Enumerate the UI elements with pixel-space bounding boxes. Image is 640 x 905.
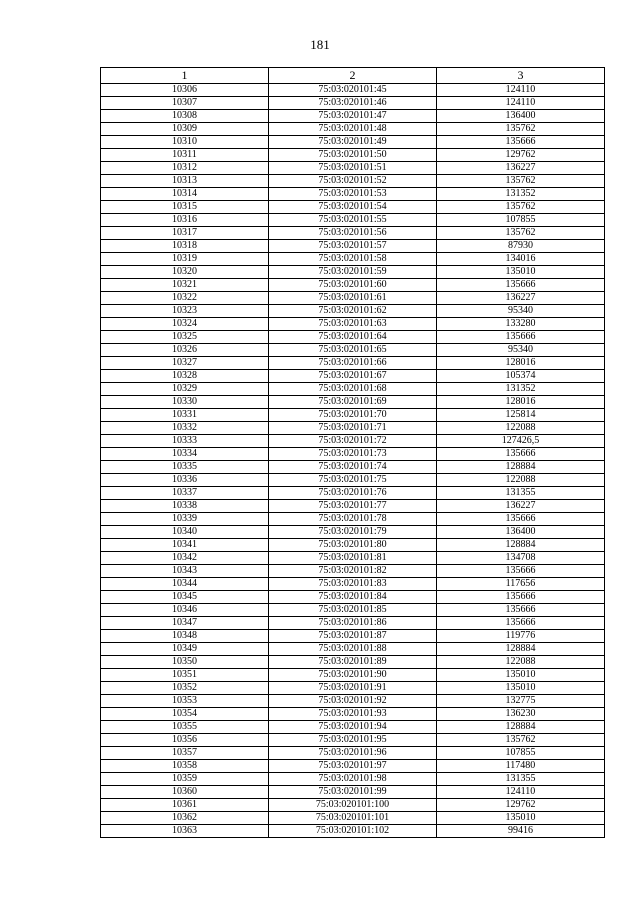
- table-row: [101, 474, 605, 487]
- row-number-cell: 10330: [101, 396, 269, 409]
- table-row: [101, 97, 605, 110]
- value-cell: 122088: [437, 422, 605, 435]
- cadastral-number-cell: 75:03:020101:100: [269, 799, 437, 812]
- row-number-cell: 10347: [101, 617, 269, 630]
- row-number-cell: 10357: [101, 747, 269, 760]
- row-number-cell: 10352: [101, 682, 269, 695]
- cadastral-number-cell: 75:03:020101:79: [269, 526, 437, 539]
- table-row: [101, 695, 605, 708]
- row-number-cell: 10309: [101, 123, 269, 136]
- row-number-cell: 10311: [101, 149, 269, 162]
- table-body: [101, 84, 605, 838]
- value-cell: 131352: [437, 188, 605, 201]
- column-header: 2: [269, 68, 437, 84]
- value-cell: 136230: [437, 708, 605, 721]
- row-number-cell: 10346: [101, 604, 269, 617]
- value-cell: 122088: [437, 656, 605, 669]
- cadastral-number-cell: 75:03:020101:63: [269, 318, 437, 331]
- column-header: 1: [101, 68, 269, 84]
- row-number-cell: 10312: [101, 162, 269, 175]
- cadastral-number-cell: 75:03:020101:93: [269, 708, 437, 721]
- row-number-cell: 10342: [101, 552, 269, 565]
- value-cell: 87930: [437, 240, 605, 253]
- value-cell: 128884: [437, 461, 605, 474]
- table-row: [101, 539, 605, 552]
- value-cell: 119776: [437, 630, 605, 643]
- cadastral-number-cell: 75:03:020101:58: [269, 253, 437, 266]
- table-header-row: [101, 68, 605, 84]
- row-number-cell: 10314: [101, 188, 269, 201]
- table-row: [101, 825, 605, 838]
- row-number-cell: 10306: [101, 84, 269, 97]
- table-row: [101, 500, 605, 513]
- cadastral-number-cell: 75:03:020101:88: [269, 643, 437, 656]
- cadastral-number-cell: 75:03:020101:77: [269, 500, 437, 513]
- value-cell: 117656: [437, 578, 605, 591]
- value-cell: 135666: [437, 331, 605, 344]
- value-cell: 131355: [437, 487, 605, 500]
- value-cell: 95340: [437, 305, 605, 318]
- value-cell: 135762: [437, 201, 605, 214]
- value-cell: 135762: [437, 734, 605, 747]
- row-number-cell: 10339: [101, 513, 269, 526]
- table-row: [101, 578, 605, 591]
- value-cell: 117480: [437, 760, 605, 773]
- cadastral-number-cell: 75:03:020101:99: [269, 786, 437, 799]
- cadastral-number-cell: 75:03:020101:91: [269, 682, 437, 695]
- table-row: [101, 214, 605, 227]
- row-number-cell: 10318: [101, 240, 269, 253]
- value-cell: 128884: [437, 539, 605, 552]
- value-cell: 132775: [437, 695, 605, 708]
- cadastral-number-cell: 75:03:020101:90: [269, 669, 437, 682]
- table-row: [101, 240, 605, 253]
- table-row: [101, 227, 605, 240]
- value-cell: 124110: [437, 84, 605, 97]
- row-number-cell: 10323: [101, 305, 269, 318]
- row-number-cell: 10325: [101, 331, 269, 344]
- table-row: [101, 175, 605, 188]
- value-cell: 131352: [437, 383, 605, 396]
- cadastral-number-cell: 75:03:020101:74: [269, 461, 437, 474]
- table-row: [101, 669, 605, 682]
- cadastral-number-cell: 75:03:020101:54: [269, 201, 437, 214]
- value-cell: 136227: [437, 500, 605, 513]
- cadastral-number-cell: 75:03:020101:95: [269, 734, 437, 747]
- table-row: [101, 318, 605, 331]
- column-header: 3: [437, 68, 605, 84]
- row-number-cell: 10336: [101, 474, 269, 487]
- row-number-cell: 10356: [101, 734, 269, 747]
- row-number-cell: 10360: [101, 786, 269, 799]
- value-cell: 136227: [437, 292, 605, 305]
- cadastral-number-cell: 75:03:020101:47: [269, 110, 437, 123]
- value-cell: 128884: [437, 721, 605, 734]
- cadastral-number-cell: 75:03:020101:49: [269, 136, 437, 149]
- cadastral-number-cell: 75:03:020101:78: [269, 513, 437, 526]
- value-cell: 136400: [437, 526, 605, 539]
- row-number-cell: 10313: [101, 175, 269, 188]
- table-row: [101, 448, 605, 461]
- row-number-cell: 10321: [101, 279, 269, 292]
- table-row: [101, 786, 605, 799]
- table-row: [101, 747, 605, 760]
- cadastral-number-cell: 75:03:020101:48: [269, 123, 437, 136]
- table-row: [101, 292, 605, 305]
- cadastral-number-cell: 75:03:020101:76: [269, 487, 437, 500]
- value-cell: 135666: [437, 617, 605, 630]
- row-number-cell: 10351: [101, 669, 269, 682]
- row-number-cell: 10308: [101, 110, 269, 123]
- cadastral-number-cell: 75:03:020101:69: [269, 396, 437, 409]
- row-number-cell: 10341: [101, 539, 269, 552]
- value-cell: 135666: [437, 136, 605, 149]
- table-row: [101, 734, 605, 747]
- table-row: [101, 383, 605, 396]
- row-number-cell: 10349: [101, 643, 269, 656]
- registry-table: [100, 67, 605, 838]
- cadastral-number-cell: 75:03:020101:66: [269, 357, 437, 370]
- cadastral-number-cell: 75:03:020101:73: [269, 448, 437, 461]
- value-cell: 134016: [437, 253, 605, 266]
- cadastral-number-cell: 75:03:020101:70: [269, 409, 437, 422]
- row-number-cell: 10344: [101, 578, 269, 591]
- value-cell: 128016: [437, 357, 605, 370]
- row-number-cell: 10354: [101, 708, 269, 721]
- value-cell: 105374: [437, 370, 605, 383]
- cadastral-number-cell: 75:03:020101:96: [269, 747, 437, 760]
- cadastral-number-cell: 75:03:020101:81: [269, 552, 437, 565]
- cadastral-number-cell: 75:03:020101:71: [269, 422, 437, 435]
- value-cell: 135010: [437, 266, 605, 279]
- table-row: [101, 201, 605, 214]
- value-cell: 127426,5: [437, 435, 605, 448]
- table-row: [101, 643, 605, 656]
- cadastral-number-cell: 75:03:020101:65: [269, 344, 437, 357]
- value-cell: 135666: [437, 604, 605, 617]
- value-cell: 135666: [437, 513, 605, 526]
- value-cell: 135666: [437, 279, 605, 292]
- cadastral-number-cell: 75:03:020101:50: [269, 149, 437, 162]
- table-row: [101, 604, 605, 617]
- cadastral-number-cell: 75:03:020101:53: [269, 188, 437, 201]
- cadastral-number-cell: 75:03:020101:83: [269, 578, 437, 591]
- cadastral-number-cell: 75:03:020101:72: [269, 435, 437, 448]
- row-number-cell: 10326: [101, 344, 269, 357]
- row-number-cell: 10331: [101, 409, 269, 422]
- row-number-cell: 10324: [101, 318, 269, 331]
- row-number-cell: 10327: [101, 357, 269, 370]
- table-row: [101, 435, 605, 448]
- row-number-cell: 10363: [101, 825, 269, 838]
- cadastral-number-cell: 75:03:020101:67: [269, 370, 437, 383]
- value-cell: 129762: [437, 149, 605, 162]
- table-row: [101, 513, 605, 526]
- table-row: [101, 656, 605, 669]
- table-row: [101, 812, 605, 825]
- table-row: [101, 526, 605, 539]
- cadastral-number-cell: 75:03:020101:92: [269, 695, 437, 708]
- cadastral-number-cell: 75:03:020101:56: [269, 227, 437, 240]
- value-cell: 128884: [437, 643, 605, 656]
- cadastral-number-cell: 75:03:020101:46: [269, 97, 437, 110]
- row-number-cell: 10350: [101, 656, 269, 669]
- value-cell: 128016: [437, 396, 605, 409]
- cadastral-number-cell: 75:03:020101:45: [269, 84, 437, 97]
- cadastral-number-cell: 75:03:020101:75: [269, 474, 437, 487]
- table-row: [101, 487, 605, 500]
- value-cell: 107855: [437, 747, 605, 760]
- row-number-cell: 10343: [101, 565, 269, 578]
- cadastral-number-cell: 75:03:020101:52: [269, 175, 437, 188]
- row-number-cell: 10322: [101, 292, 269, 305]
- row-number-cell: 10317: [101, 227, 269, 240]
- table-row: [101, 773, 605, 786]
- table-row: [101, 591, 605, 604]
- row-number-cell: 10362: [101, 812, 269, 825]
- row-number-cell: 10335: [101, 461, 269, 474]
- table-row: [101, 123, 605, 136]
- table-row: [101, 149, 605, 162]
- row-number-cell: 10338: [101, 500, 269, 513]
- cadastral-number-cell: 75:03:020101:86: [269, 617, 437, 630]
- value-cell: 136400: [437, 110, 605, 123]
- value-cell: 133280: [437, 318, 605, 331]
- row-number-cell: 10319: [101, 253, 269, 266]
- value-cell: 134708: [437, 552, 605, 565]
- row-number-cell: 10333: [101, 435, 269, 448]
- row-number-cell: 10332: [101, 422, 269, 435]
- table-row: [101, 253, 605, 266]
- value-cell: 135762: [437, 123, 605, 136]
- cadastral-number-cell: 75:03:020101:61: [269, 292, 437, 305]
- value-cell: 135762: [437, 175, 605, 188]
- cadastral-number-cell: 75:03:020101:97: [269, 760, 437, 773]
- value-cell: 124110: [437, 97, 605, 110]
- cadastral-number-cell: 75:03:020101:82: [269, 565, 437, 578]
- row-number-cell: 10345: [101, 591, 269, 604]
- value-cell: 135666: [437, 565, 605, 578]
- value-cell: 124110: [437, 786, 605, 799]
- value-cell: 125814: [437, 409, 605, 422]
- cadastral-number-cell: 75:03:020101:87: [269, 630, 437, 643]
- cadastral-number-cell: 75:03:020101:51: [269, 162, 437, 175]
- table-row: [101, 760, 605, 773]
- table-row: [101, 409, 605, 422]
- table-row: [101, 357, 605, 370]
- row-number-cell: 10337: [101, 487, 269, 500]
- table-row: [101, 162, 605, 175]
- cadastral-number-cell: 75:03:020101:80: [269, 539, 437, 552]
- table-row: [101, 188, 605, 201]
- table-row: [101, 396, 605, 409]
- row-number-cell: 10328: [101, 370, 269, 383]
- row-number-cell: 10359: [101, 773, 269, 786]
- table-row: [101, 110, 605, 123]
- table-row: [101, 799, 605, 812]
- cadastral-number-cell: 75:03:020101:57: [269, 240, 437, 253]
- table-row: [101, 279, 605, 292]
- value-cell: 131355: [437, 773, 605, 786]
- cadastral-number-cell: 75:03:020101:59: [269, 266, 437, 279]
- row-number-cell: 10355: [101, 721, 269, 734]
- row-number-cell: 10358: [101, 760, 269, 773]
- table-row: [101, 136, 605, 149]
- cadastral-number-cell: 75:03:020101:60: [269, 279, 437, 292]
- value-cell: 99416: [437, 825, 605, 838]
- value-cell: 135010: [437, 682, 605, 695]
- value-cell: 95340: [437, 344, 605, 357]
- table-row: [101, 84, 605, 97]
- table-row: [101, 708, 605, 721]
- row-number-cell: 10315: [101, 201, 269, 214]
- value-cell: 129762: [437, 799, 605, 812]
- cadastral-number-cell: 75:03:020101:68: [269, 383, 437, 396]
- row-number-cell: 10340: [101, 526, 269, 539]
- value-cell: 135762: [437, 227, 605, 240]
- table-row: [101, 721, 605, 734]
- value-cell: 135010: [437, 669, 605, 682]
- table-row: [101, 422, 605, 435]
- table-row: [101, 617, 605, 630]
- cadastral-number-cell: 75:03:020101:101: [269, 812, 437, 825]
- row-number-cell: 10316: [101, 214, 269, 227]
- table-row: [101, 331, 605, 344]
- cadastral-number-cell: 75:03:020101:85: [269, 604, 437, 617]
- value-cell: 135666: [437, 591, 605, 604]
- table-row: [101, 344, 605, 357]
- table-row: [101, 305, 605, 318]
- cadastral-number-cell: 75:03:020101:102: [269, 825, 437, 838]
- table-row: [101, 682, 605, 695]
- cadastral-number-cell: 75:03:020101:94: [269, 721, 437, 734]
- table-row: [101, 461, 605, 474]
- value-cell: 135666: [437, 448, 605, 461]
- table-row: [101, 370, 605, 383]
- row-number-cell: 10310: [101, 136, 269, 149]
- value-cell: 107855: [437, 214, 605, 227]
- table-row: [101, 266, 605, 279]
- cadastral-number-cell: 75:03:020101:84: [269, 591, 437, 604]
- value-cell: 122088: [437, 474, 605, 487]
- cadastral-number-cell: 75:03:020101:89: [269, 656, 437, 669]
- cadastral-number-cell: 75:03:020101:62: [269, 305, 437, 318]
- row-number-cell: 10353: [101, 695, 269, 708]
- cadastral-number-cell: 75:03:020101:98: [269, 773, 437, 786]
- row-number-cell: 10361: [101, 799, 269, 812]
- cadastral-number-cell: 75:03:020101:64: [269, 331, 437, 344]
- row-number-cell: 10307: [101, 97, 269, 110]
- table-row: [101, 565, 605, 578]
- row-number-cell: 10334: [101, 448, 269, 461]
- table-row: [101, 552, 605, 565]
- page-number: 181: [310, 37, 330, 52]
- row-number-cell: 10329: [101, 383, 269, 396]
- cadastral-number-cell: 75:03:020101:55: [269, 214, 437, 227]
- table-row: [101, 630, 605, 643]
- row-number-cell: 10348: [101, 630, 269, 643]
- row-number-cell: 10320: [101, 266, 269, 279]
- value-cell: 135010: [437, 812, 605, 825]
- value-cell: 136227: [437, 162, 605, 175]
